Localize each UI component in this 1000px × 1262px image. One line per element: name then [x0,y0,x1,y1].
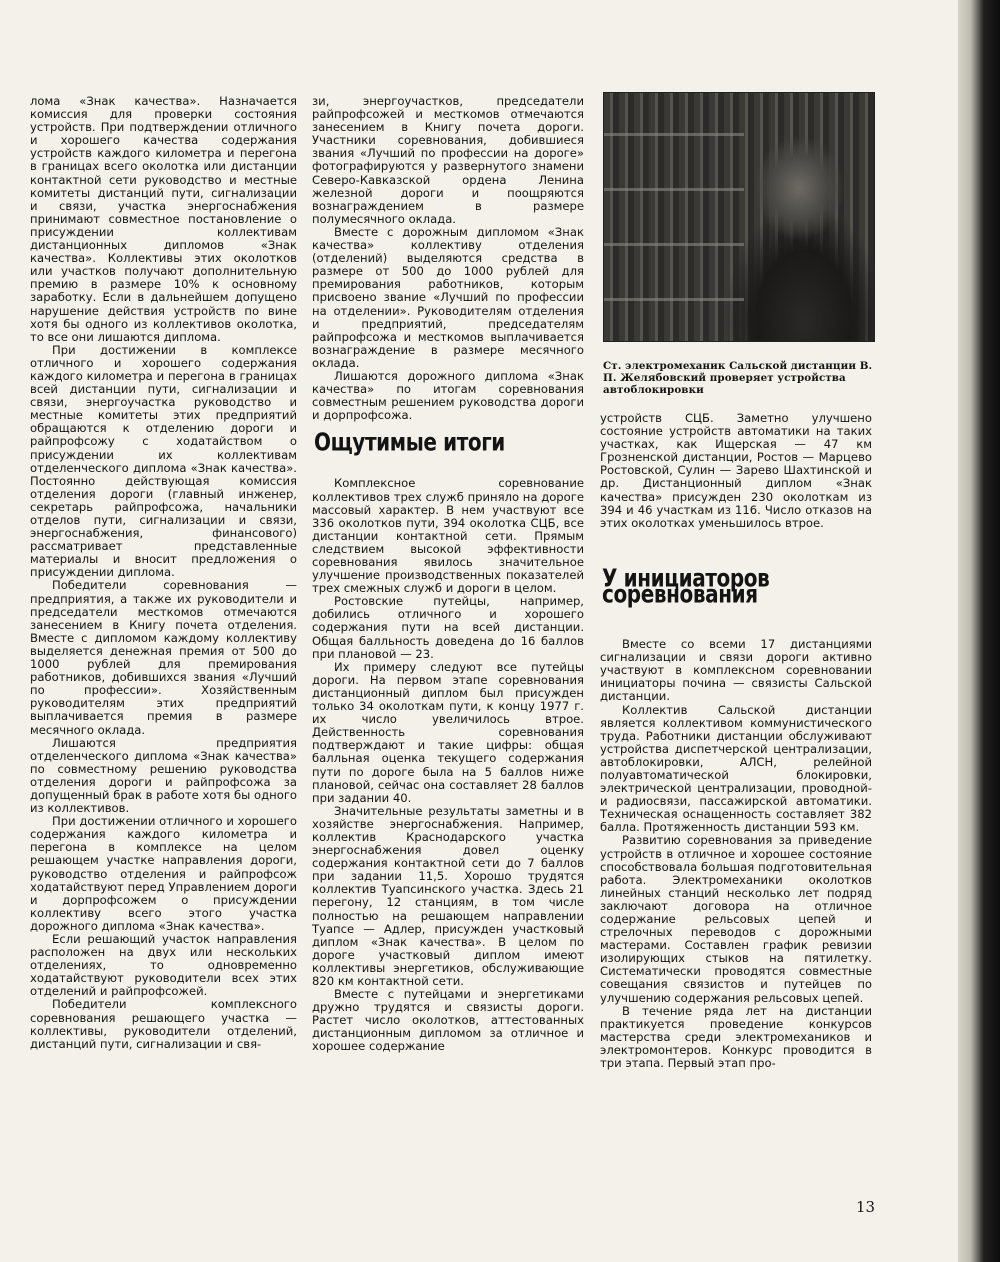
paragraph: Вместе со всеми 17 дистанциями сигнализации и связи дороги активно участвуют в комплексном соревновании инициаторы почина — связисты Сальской дистанции. [600,637,872,704]
paragraph: Коллектив Сальской дистанции является коллективом коммунистического труда. Работники дистанции обслуживают устройства диспетчерской централизации, автоблокировки, АЛСН, релейной полуавтоматической блокировки, электрической централизации, проводной- и радиосвязи, пассажирской автоматики. Техническая оснащенность составляет 382 балла. Протяженность дистанции 593 км. [600,702,872,835]
paragraph: лома «Знак качества». Назначается комиссия для проверки состояния устройств. При подтверждении отличного и хорошего качества содержания устройств каждого километра и перегона в границах всего околотка или дистанции контактной сети руководство и местные комитеты дистанций пути, сигнализации и связи, участка энергоснабжения принимают совместное постановление о присуждении коллективам дистанционных дипломов «Знак качества». Коллективы этих околотков или участков получают дополнительную премию в размере 10% к основному заработку. Если в дальнейшем допущено нарушение действия устройств по вине хотя бы одного из коллективов околотка, то все они лишаются диплома. [30,94,297,344]
page-number: 13 [856,1198,876,1216]
paragraph: При достижении отличного и хорошего содержания каждого километра и перегона в комплексе на целом решающем участке направления дороги, руководство отделения и райпрофсож ходатайствуют перед Управлением дороги и дорпрофсожем о присуждении коллективу всего этого участка дорожного диплома «Знак качества». [30,814,297,933]
paragraph: В течение ряда лет на дистанции практикуется проведение конкурсов мастерства среди электромехаников и электромонтеров. Конкурс проводится в три этапа. Первый этап про- [600,1003,872,1071]
paragraph: устройств СЦБ. Заметно улучшено состояние устройств автоматики на таких участках, как Ищерская — 47 км Грозненской дистанции, Ростов — Марцево Ростовской, Сулин — Зарево Шахтинской и др. Дистанционный диплом «Знак качества» присужден 230 околоткам из 394 и 46 участкам из 116. Число отказов на этих околотках уменьшилось втрое. [600,411,872,530]
paragraph: Лишаются дорожного диплома «Знак качества» по итогам соревнования совместным решением руководства дороги и дорпрофсожа. [312,368,584,423]
paragraph: Лишаются предприятия отделенческого диплома «Знак качества» по совместному решению руководства отделения дороги и райпрофсожа за допущенный брак в работе хотя бы одного из коллективов. [30,735,297,816]
paragraph: Вместе с путейцами и энергетиками дружно трудятся и связисты дороги. Растет число околотков, аттестованных дистанционным дипломом за отличное и хорошее содержание [312,987,584,1054]
paragraph: Вместе с дорожным дипломом «Знак качества» коллективу отделения (отделений) выделяются средства в размере от 500 до 1000 рублей для премирования работников, которым присвоено звание «Лучший по профессии на отделении». Руководителям отделения и предприятий, председателям райпрофсожа и месткомов выплачивается вознаграждение в размере месячного оклада. [312,224,584,370]
section-heading: У инициаторов соревнования [602,562,770,609]
paragraph: Развитию соревнования за приведение устройств в отличное и хорошее состояние способствовала большая подготовительная работа. Электромеханики околотков линейных станций несколько лет подряд заключают договора на отличное содержание рельсовых цепей и стрелочных переводов с дорожными мастерами. Составлен график ревизии изолирующих стыков на пятилетку. Систематически проводятся совместные совещания связистов и путейцев по улучшению содержания рельсовых цепей. [600,833,872,1005]
paragraph: Если решающий участок направления расположен на двух или нескольких отделениях, то одновременно ходатайствуют руководители всех этих отделений и райпрофсожей. [30,932,297,999]
page-binding-edge [958,0,1000,1262]
photo-caption: Ст. электромеханик Сальской дистанции В. П. Желябовский проверяет устройства автоблокировки [603,360,873,396]
paragraph: зи, энергоучастков, председатели райпрофсожей и месткомов отмечаются занесением в Книгу почета дороги. Участники соревнования, добившиеся звания «Лучший по профессии на дороге» фотографируются у развернутого знамени Северо-Кавказской ордена Ленина железной дороги и поощряются вознаграждением в размере полумесячного оклада. [312,94,584,226]
text-column-3 [600,412,872,1070]
paragraph: Ростовские путейцы, например, добились отличного и хорошего содержания пути на всей дистанции. Общая балльность доведена до 16 баллов при плановой — 23. [312,594,584,661]
paragraph: Комплексное соревнование коллективов трех служб приняло на дороге массовый характер. В нем участвуют все 336 околотков пути, 394 околотка СЦБ, все дистанции контактной сети. Прямым следствием высокой эффективности соревнования явилось значительное улучшение производственных показателей трех смежных служб и дороги в целом. [312,476,584,596]
text-column-2 [312,95,584,1054]
text-column-1 [30,95,297,1051]
paragraph: При достижении в комплексе отличного и хорошего содержания каждого километра и перегона в границах всей дистанции пути, сигнализации и связи, энергоучастка руководство и местные комитеты этих предприятий обращаются к отделению дороги и райпрофсожу с ходатайством о присуждении их коллективам отделенческого диплома «Знак качества». Постоянно действующая комиссия отделения дороги (главный инженер, секретарь райпрофсожа, начальники отделов пути, сигнализации и связи, энергоснабжения, финансового) рассматривает представленные материалы и вносит предложения о присуждении диплома. [30,342,297,580]
paragraph: Значительные результаты заметны и в хозяйстве энергоснабжения. Например, коллектив Краснодарского участка энергоснабжения довел оценку содержания контактной сети до 7 баллов при задании 11,5. Хорошо трудятся коллектив Туапсинского участка. Здесь 21 перегону, 12 станциям, в том числе полностью на решающем направлении Туапсе — Адлер, присужден участковый диплом «Знак качества». В целом по дороге участковый диплом имеют коллективы энергетиков, обслуживающие 820 км контактной сети. [312,803,584,988]
paragraph: Победители соревнования — предприятия, а также их руководители и председатели месткомов отмечаются занесением в Книгу почета отделения. Вместе с дипломом каждому коллективу выделяется денежная премия от 500 до 1000 рублей для премирования работников, добившихся звания «Лучший по профессии». Хозяйственным руководителям этих предприятий выплачивается премия в размере месячного оклада. [30,578,297,737]
section-heading: Ощутимые итоги [314,426,505,457]
photo-electromechanic [603,92,875,342]
paragraph: Их примеру следуют все путейцы дороги. На первом этапе соревнования дистанционный диплом был присужден только 34 околоткам пути, к концу 1977 г. их число увеличилось втрое. Действенность соревнования подтверждают и такие цифры: общая балльная оценка текущего содержания пути по дороге была на 5 баллов ниже плановой, сейчас она составляет 28 баллов при задании 40. [312,659,584,805]
paragraph: Победители комплексного соревнования решающего участка — коллективы, руководители отделений, дистанций пути, сигнализации и свя- [30,997,297,1051]
